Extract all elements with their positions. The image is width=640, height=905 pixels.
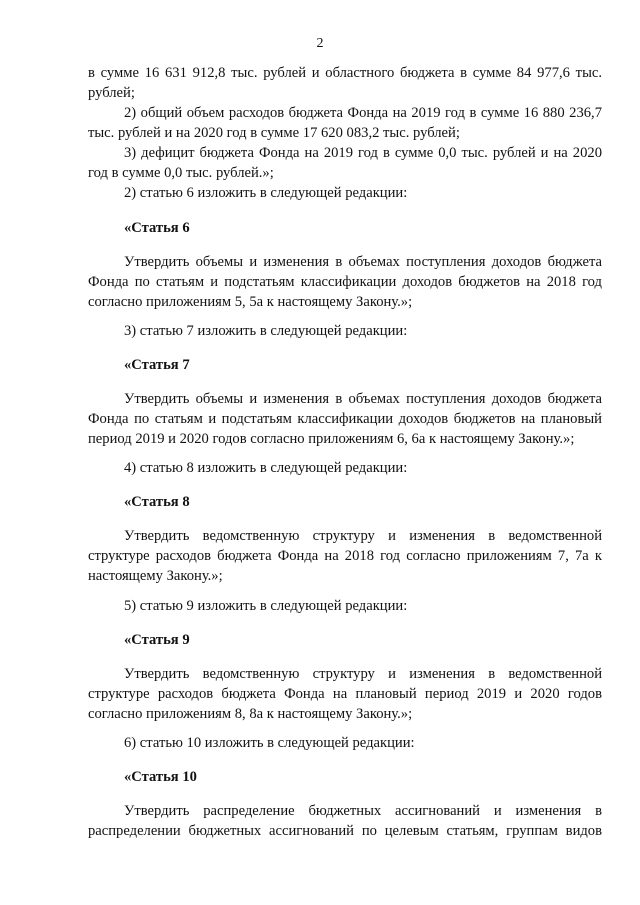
article-heading: «Статья 7 <box>124 357 190 373</box>
intro-paragraph-1: в сумме 16 631 912,8 тыс. рублей и областного бюджета в сумме 84 977,6 тыс. рублей; <box>88 65 602 101</box>
article-body: Утвердить объемы и изменения в объемах поступления доходов бюджета Фонда по статьям и подстатьям классификации доходов бюджетов на 2018 год согласно приложениям 5, 5а к настоящему Закону.»; <box>88 254 602 310</box>
article-body: Утвердить ведомственную структуру и изменения в ведомственной структуре расходов бюджета Фонда на 2018 год согласно приложениям 7, 7а к настоящему Закону.»; <box>88 528 602 584</box>
article-heading: «Статья 6 <box>124 220 190 236</box>
section-instruction: 2) статью 6 изложить в следующей редакции: <box>124 185 408 201</box>
article-body: Утвердить ведомственную структуру и изменения в ведомственной структуре расходов бюджета Фонда на плановый период 2019 и 2020 годов согласно приложениям 8, 8а к настоящему Закону.»; <box>88 666 602 722</box>
intro-paragraph-2: 2) общий объем расходов бюджета Фонда на 2019 год в сумме 16 880 236,7 тыс. рублей и на 2020 год в сумме 17 620 083,2 тыс. рублей; <box>88 105 602 141</box>
article-body: Утвердить распределение бюджетных ассигнований и изменения в распределении бюджетных ассигнований по целевым статьям, группам видов <box>88 803 602 839</box>
section-instruction: 6) статью 10 изложить в следующей редакции: <box>124 735 415 751</box>
intro-paragraph-3: 3) дефицит бюджета Фонда на 2019 год в сумме 0,0 тыс. рублей и на 2020 год в сумме 0,0 тыс. рублей.»; <box>88 145 602 181</box>
section-instruction: 5) статью 9 изложить в следующей редакции: <box>124 598 408 614</box>
section-instruction: 4) статью 8 изложить в следующей редакции: <box>124 460 408 476</box>
intro-block <box>88 63 602 183</box>
section-instruction: 3) статью 7 изложить в следующей редакции: <box>124 323 408 339</box>
article-heading: «Статья 10 <box>124 769 197 785</box>
article-heading: «Статья 8 <box>124 494 190 510</box>
article-heading: «Статья 9 <box>124 632 190 648</box>
page-number: 2 <box>316 36 324 51</box>
article-body: Утвердить объемы и изменения в объемах поступления доходов бюджета Фонда по статьям и подстатьям классификации доходов бюджетов на плановый период 2019 и 2020 годов согласно приложениям 6, 6а к настоящему Закону.»; <box>88 391 602 447</box>
